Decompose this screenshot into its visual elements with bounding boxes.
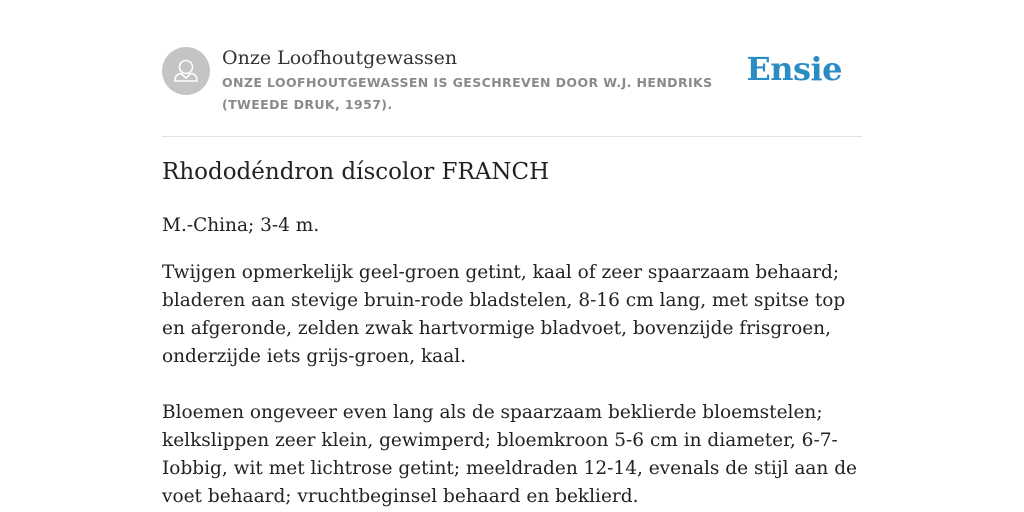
article-paragraph-3: Bloemen ongeveer even lang als de spaarzaam beklierde bloemstelen; kelkslippen zeer klein, gewimperd; bloemkroon 5-6 cm in diameter, 6-7-Iobbig, wit met lichtrose getint; meeldraden 12-14, evenals de stijl aan de voet behaard; vruchtbeginsel behaard en beklierd. — [162, 402, 858, 507]
article-heading: Rhododéndron díscolor FRANCH — [162, 159, 550, 185]
source-description: ONZE LOOFHOUTGEWASSEN IS GESCHREVEN DOOR W.J. HENDRIKS (TWEEDE DRUK, 1957). — [222, 75, 713, 112]
ensie-logo[interactable]: Ensie — [746, 50, 842, 88]
article-paragraph-2: Twijgen opmerkelijk geel-groen getint, kaal of zeer spaarzaam behaard; bladeren aan stevige bruin-rode bladstelen, 8-16 cm lang, met spitse top en afgeronde, zelden zwak hartvormige bladvoet, bovenzijde frisgroen, onderzijde iets grijs-groen, kaal. — [162, 262, 846, 367]
source-title[interactable]: Onze Loofhoutgewassen — [222, 47, 458, 69]
page-header — [162, 44, 862, 137]
user-icon — [162, 47, 210, 95]
avatar[interactable] — [162, 47, 210, 95]
article-paragraph-1: M.-China; 3-4 m. — [162, 215, 320, 236]
